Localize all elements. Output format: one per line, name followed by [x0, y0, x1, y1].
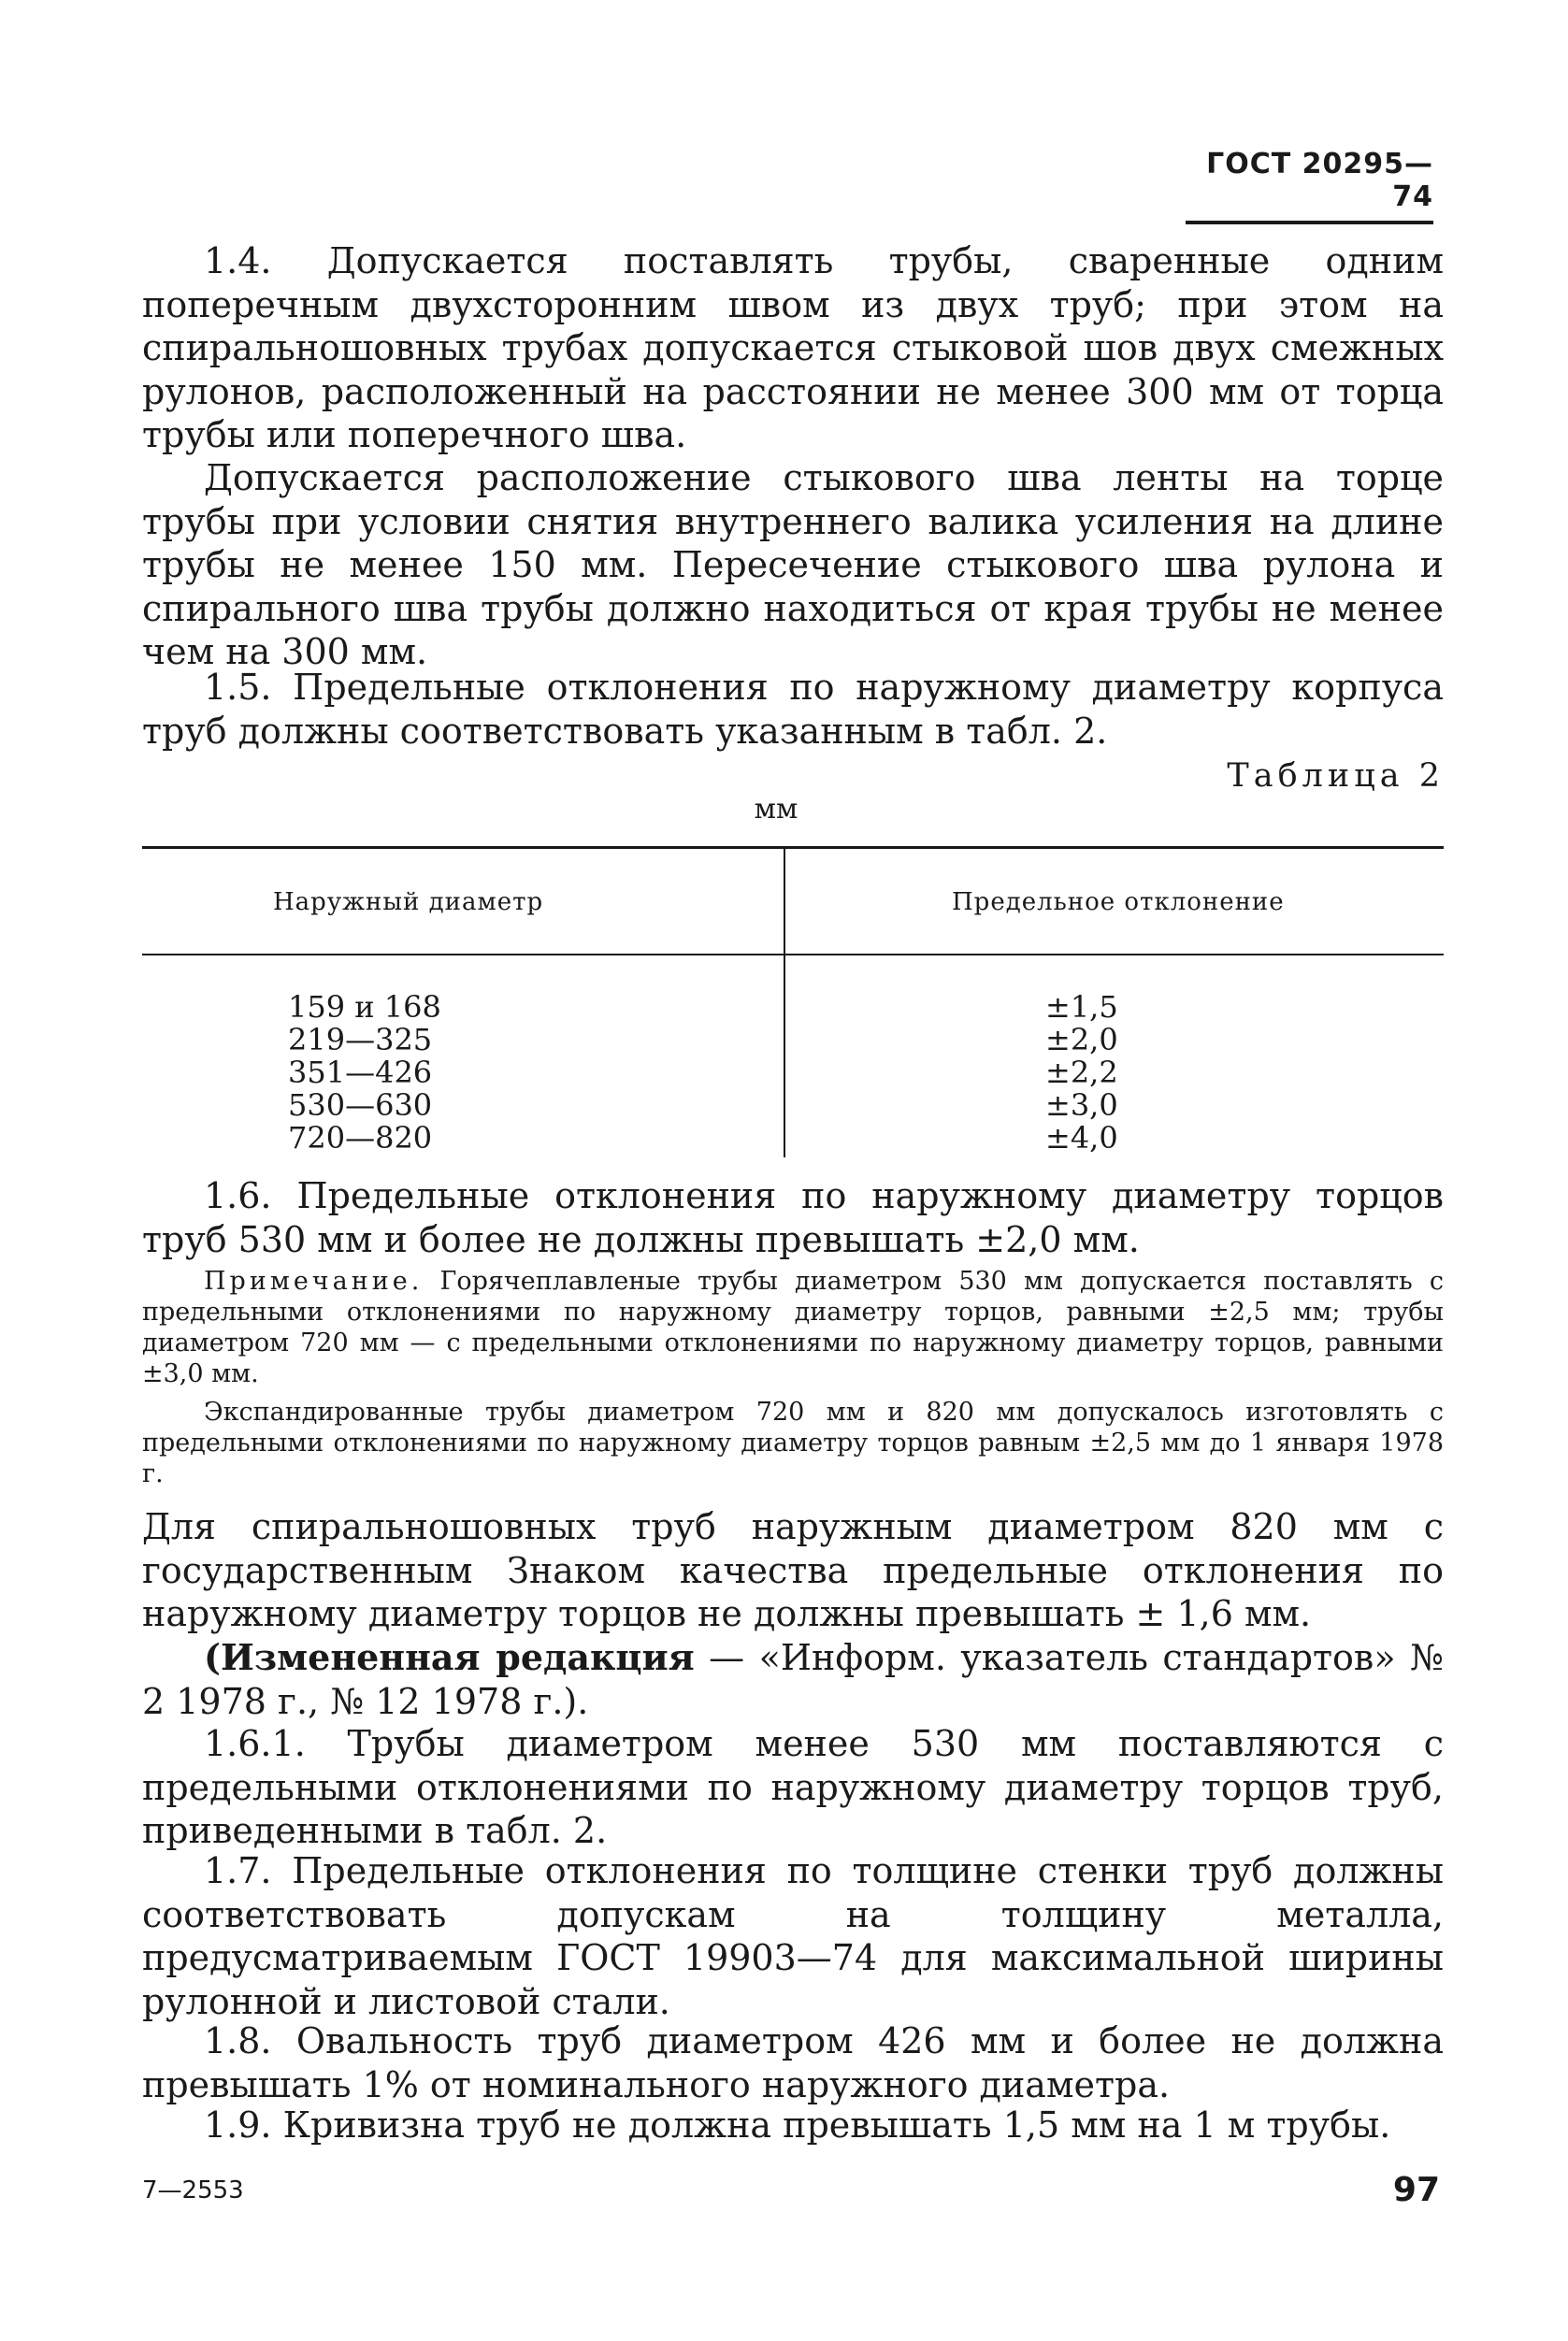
deviation-column [1045, 991, 1118, 1155]
section-1-6 [142, 1174, 1444, 1261]
amendment-bold: (Измененная редакция [204, 1636, 695, 1678]
section-1-5 [142, 666, 1444, 753]
paragraph-1-9: 1.9. Кривизна труб не должна превышать 1,5 мм на 1 м трубы. [204, 2104, 1391, 2146]
paragraph-1-5: 1.5. Предельные отклонения по наружному диаметру корпуса труб должны соответствовать указанным в табл. 2. [142, 667, 1444, 752]
table-header-rule [142, 954, 1444, 955]
table-cell-diameter: 720—820 [288, 1120, 433, 1156]
section-1-6-1 [142, 1722, 1444, 1853]
amendment-block [142, 1636, 1444, 1723]
note2-block [142, 1397, 1444, 1489]
table-column-divider [784, 849, 785, 1157]
table-cell-diameter: 530—630 [288, 1087, 433, 1123]
section-1-4b [142, 456, 1444, 674]
paragraph-1-7: 1.7. Предельные отклонения по толщине стенки труб должны соответствовать допускам на толщину металла, предусматриваемым ГОСТ 19903—74 для максимальной ширины рулонной и листовой стали. [142, 1850, 1444, 2022]
table-cell-diameter: 219—325 [288, 1022, 433, 1057]
note-block [142, 1266, 1444, 1389]
table-unit: мм [754, 793, 798, 826]
note-text: Горячеплавленые трубы диаметром 530 мм допускается поставлять с предельными отклонениями по наружному диаметру торцов, равными ±2,5 мм; трубы диаметром 720 мм — с предельными отклонениями по наружному диаметру торцов, равными ±3,0 мм. [142, 1267, 1444, 1388]
paragraph-1-6: 1.6. Предельные отклонения по наружному диаметру торцов труб 530 мм и более не должны превышать ±2,0 мм. [142, 1175, 1444, 1260]
table-cell-deviation: ±3,0 [1045, 1087, 1118, 1123]
page-number: 97 [1392, 2171, 1440, 2209]
table-cell-deviation: ±4,0 [1045, 1120, 1118, 1156]
table-cell-deviation: ±2,2 [1045, 1055, 1118, 1090]
section-spiral [142, 1505, 1444, 1636]
note-paragraph [142, 1266, 1444, 1389]
section-1-9 [142, 2104, 1444, 2147]
column-header-diameter: Наружный диаметр [273, 888, 544, 916]
note2-paragraph: Экспандированные трубы диаметром 720 мм и 820 мм допускалось изготовлять с предельными отклонениями по наружному диаметру торцов равным ±2,5 мм до 1 января 1978 г. [142, 1398, 1444, 1488]
paragraph-1-6-1: 1.6.1. Трубы диаметром менее 530 мм поставляются с предельными отклонениями по наружному диаметру торцов труб, приведенными в табл. 2. [142, 1723, 1444, 1851]
printer-signature: 7—2553 [142, 2176, 244, 2205]
paragraph-1-4b: Допускается расположение стыкового шва ленты на торце трубы при условии снятия внутреннего валика усиления на длине трубы не менее 150 мм. Пересечение стыкового шва рулона и спирального шва трубы должно находиться от края трубы не менее чем на 300 мм. [142, 457, 1444, 672]
table-cell-diameter: 351—426 [288, 1055, 433, 1090]
diameter-column [288, 991, 441, 1155]
paragraph-spiral: Для спиральношовных труб наружным диаметром 820 мм с государственным Знаком качества предельные отклонения по наружному диаметру торцов не должны превышать ± 1,6 мм. [142, 1506, 1444, 1634]
section-1-8 [142, 2019, 1444, 2106]
amendment-paragraph [142, 1636, 1444, 1723]
table-cell-diameter: 159 и 168 [288, 989, 441, 1025]
table-cell-deviation: ±2,0 [1045, 1022, 1118, 1057]
column-header-deviation: Предельное отклонение [952, 888, 1285, 916]
standard-header: ГОСТ 20295—74 [1186, 148, 1433, 224]
paragraph-1-8: 1.8. Овальность труб диаметром 426 мм и более не должна превышать 1% от номинального наружного диаметра. [142, 2020, 1444, 2105]
note-label: Примечание. [204, 1267, 424, 1296]
section-1-4 [142, 239, 1444, 457]
table-title: Таблица 2 [1227, 757, 1445, 795]
section-1-7 [142, 1849, 1444, 2023]
amendment-rest: — «Информ. указатель стандартов» № 2 1978 г., № 12 1978 г.). [142, 1637, 1444, 1722]
table-cell-deviation: ±1,5 [1045, 989, 1118, 1025]
paragraph-1-4: 1.4. Допускается поставлять трубы, сваренные одним поперечным двухсторонним швом из двух труб; при этом на спиральношовных трубах допускается стыковой шов двух смежных рулонов, расположенный на расстоянии не менее 300 мм от торца трубы или поперечного шва. [142, 240, 1444, 455]
table-top-rule [142, 846, 1444, 849]
